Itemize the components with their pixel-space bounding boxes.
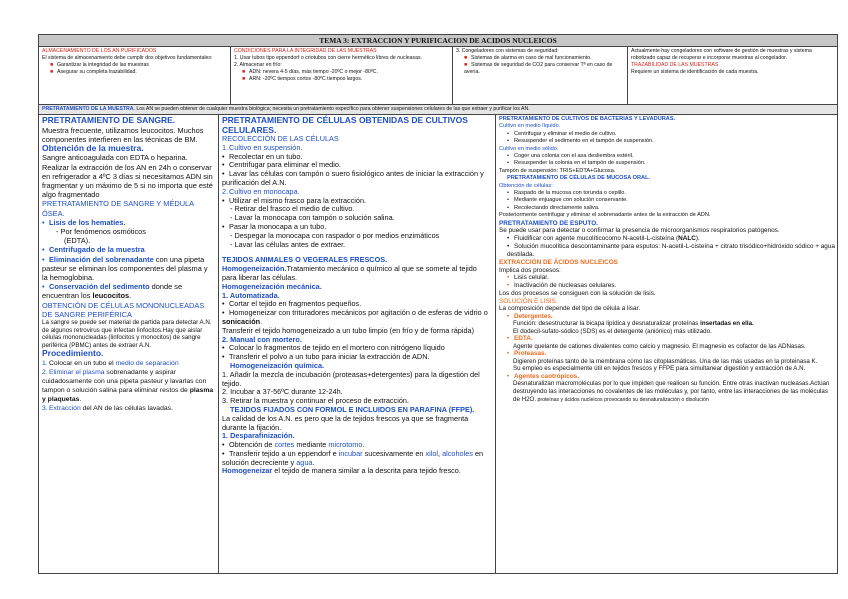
sediment-word: leucocitos xyxy=(92,291,130,301)
traceability-text-2: Requiere un sistema de identificación de cada muestra. xyxy=(631,69,759,75)
harvest-heading: RECOLECCIÓN DE LAS CÉLULAS xyxy=(222,134,339,143)
storage-bullet-1: Garantizar la integridad de las muestras xyxy=(57,62,149,68)
detergents-text: Función: desestructurar la bicapa lipídica y desnaturalizar proteínas xyxy=(513,320,701,328)
proteases-text-2: Su empleo es especialmente útil en tejidos frescos y FFPE para simultanear digestión y extracción de A.N. xyxy=(513,365,806,373)
nalc-word: NALC xyxy=(678,235,696,243)
bullet-icon: • xyxy=(42,245,45,255)
bullet-icon: • xyxy=(507,153,509,160)
traceability-cell xyxy=(628,47,839,104)
manual-step-1: Colocar lo fragmentos de tejido en el mortero con nitrógeno líquido xyxy=(229,343,445,353)
document-title: TEMA 3: EXTRACCION Y PURIFICACION DE ACIDOS NUCLEICOS xyxy=(39,35,837,47)
supernatant-text: con una pipeta pasteur se eliminan los componentes del plasma y la hemoglobina. xyxy=(42,254,208,283)
manual-step-2: Transferir el polvo a un tubo para iniciar la extracción de ADN. xyxy=(229,352,430,362)
step-2-text: sobrenadante y aspirar cuidadosamente con una pipeta pasteur y lavarlas con tampon o solución salina para eliminar restos de xyxy=(42,368,207,394)
fresh-tissue-heading: TEJIDOS ANIMALES O VEGERALES FRESCOS. xyxy=(222,255,388,265)
sputum-step-1: Fluidificar con agente mucolíticocomo N-acetil-L-cisteína ( xyxy=(514,235,679,243)
storage-text: El sistema de almacenamiento debe cumplir dos objetivos fundamentales: xyxy=(42,55,213,61)
extraction-step-1: Lisis celular. xyxy=(514,274,549,282)
suspension-step-1: Recolectar en un tubo. xyxy=(229,151,303,161)
bullet-icon: • xyxy=(507,243,510,251)
chemical-heading: Homogeneización química. xyxy=(230,360,325,370)
freezer-bullet-1: Sistemas de alarma en caso de mal funcionamiento. xyxy=(471,55,592,61)
solid-step-1: Coger una colonia con el asa desliembra estéril. xyxy=(514,153,634,160)
bullet-icon: • xyxy=(507,312,510,320)
blood-text: Muestra frecuente, utilizamos leucocitos. Muchos componentes interfieren en las técnicas de BM. xyxy=(42,125,204,144)
deparaffin-2b: incubar xyxy=(338,448,363,458)
freezer-bullet-2: Sistemas de seguridad de CO2 para conservar Tª en caso de avería. xyxy=(464,62,613,75)
integrity-bullet-2: ARN: -20ºC tiempos cortos -80ºC tiempos largos. xyxy=(249,76,363,82)
bullet-icon: ■ xyxy=(242,69,246,75)
proteases-heading: Proteasas. xyxy=(514,350,547,358)
chemical-step-2: 2. Incubar a 37-56ºC durante 12-24h. xyxy=(222,387,343,397)
freezer-item: 3. Congeladores con sistemas de seguridad: xyxy=(456,48,559,54)
pretreatment-heading: PRETRATAMIENTO DE LA MUESTRA. xyxy=(42,106,135,112)
liquid-step-1: Centrifugar y eliminar el medio de cultivo. xyxy=(514,130,617,137)
liquid-step-2: Resuspender el sedimento en el tampón de suspensión. xyxy=(514,138,654,145)
oral-step-3: Recolectando directamente saliva. xyxy=(514,204,600,211)
lysis-sub-2: (EDTA). xyxy=(64,236,91,246)
centrifuge-item: Centrifugado de la muestra xyxy=(49,245,145,255)
bullet-icon: • xyxy=(222,299,225,309)
bullet-icon: • xyxy=(507,235,510,243)
bullet-icon: • xyxy=(42,217,45,227)
monolayer-item: Cultivo en monocapa. xyxy=(229,186,300,196)
lysis-solution-heading: SOLUCIÓN E LISIS. xyxy=(499,297,558,305)
transfer-text: Transferir el tejido homogeneizado a un tubo limpio (en frío y de forma rápida) xyxy=(222,325,475,335)
integrity-cell xyxy=(231,47,453,104)
step-2-link: Eliminar el plasma xyxy=(49,368,105,376)
deparaffin-2a: Transferir tejido a un eppendorf e xyxy=(229,448,339,458)
bullet-icon: ■ xyxy=(50,62,54,68)
monolayer-step-2: Pasar la monocapa a un tubo. xyxy=(229,221,327,231)
proteases-text: Digieren proteínas tanto de la membrana como las citoplasmáticas. Una de las más usadas en la proteinasa K. xyxy=(513,357,818,365)
ffpe-heading: TEJIDOS FIJADOS CON FORMOL E INCLUIDOS EN PARAFINA (FFPE). xyxy=(230,404,475,414)
solid-heading: Cultivo en medio sólido. xyxy=(499,145,559,152)
monolayer-sub-4: - Lavar las células antes de extraer. xyxy=(230,239,346,249)
bullet-icon: • xyxy=(507,350,510,358)
monolayer-step-1: Utilizar el mismo frasco para la extracción. xyxy=(229,195,367,205)
deparaffin-2e: alcoholes xyxy=(442,448,473,458)
step-3-text: del AN de las células lavadas. xyxy=(80,404,173,412)
lysis-sub-1: - Por fenómenos osmóticos xyxy=(56,227,146,237)
pretreatment-text: Los AN se pueden obtener de cualquier muestra biológica; necesita un pretratamiento específico para obtener suspensiones celulares de las que extraer y purificar los AN. xyxy=(134,106,530,112)
bullet-icon: ■ xyxy=(464,55,468,61)
sputum-text: Se puede usar para detectar o confirmar la presencia de microorganismos respiratorios patógenos. xyxy=(499,227,780,235)
bullet-icon: • xyxy=(222,195,225,205)
oral-step-1: Raspado de la mucosa con torunda o cepillo. xyxy=(514,190,626,197)
detergents-heading: Detergentes. xyxy=(514,312,553,320)
bullet-icon: • xyxy=(222,448,225,458)
sputum-step-1-end: ). xyxy=(695,235,700,243)
sample-text: Sangre anticoagulada con EDTA o heparina. Realizar la extracción de los AN en 24h o conservar en refrigerador a 4ºC 3 días si necesitamos ADN sin fragmentar y un máximo de 5 si no importa que esté algo fragmentado xyxy=(42,153,213,200)
pbmc-text: La sangre se puede ser material de partida para detectar A.N. de algunos retrovirus que infectan linfocitos.Hay que aislar células mononucleadas (linfocitos y monocitos) de sangre periférica (PBMC) antes de extraer A.N. xyxy=(42,319,212,349)
bullet-icon: • xyxy=(222,308,225,318)
manual-heading: 2. Manual con mortero. xyxy=(222,334,302,344)
deparaffin-2c: sucesivamente en xyxy=(362,448,426,458)
buffer-text: Tampón de suspensión: TRIS+EDTA+Glucosa. xyxy=(499,167,616,174)
traceability-heading: TRAZABILIDAD DE LAS MUESTRAS xyxy=(631,62,719,68)
bullet-icon: • xyxy=(507,204,509,211)
sputum-step-2: Solución mucolítica descontaminante para esputos: N-acetil-L-cisteína + citrato trisódico+hidróxido sódico + agua destilada. xyxy=(507,243,835,259)
bullet-icon: • xyxy=(507,190,509,197)
detergents-text-2: El dodecil-sufato-sódico (SDS) es el detergente (aniónico) más utilizado. xyxy=(513,327,712,335)
bullet-icon: • xyxy=(507,282,510,290)
bullet-icon: • xyxy=(507,335,510,343)
bullet-icon: • xyxy=(507,138,509,145)
monolayer-sub-1: - Retirar del frasco el medio de cultivo. xyxy=(230,204,355,214)
edta-heading: EDTA. xyxy=(514,335,533,343)
automated-heading: 1. Automatizada. xyxy=(222,290,280,300)
document-sheet xyxy=(38,34,838,574)
deparaffin-2d: xilol xyxy=(425,448,439,458)
culture-heading: PRETRATAMIENTO DE CÉLULAS OBTENIDAS DE CULTIVOS CELULARES. xyxy=(222,115,468,135)
integrity-item-1: 1. Usar tubos tipo eppendorf o criotubos con cierre hermético libres de nucleasas. xyxy=(234,55,423,61)
oral-text: Posteriormente centrifugar y eliminar el sobrenadante antes de la extracción de ADN. xyxy=(499,212,711,219)
extraction-text-2: Los dos procesos se consiguen con la solución de lisis. xyxy=(499,289,656,297)
freezer-cell xyxy=(453,47,628,104)
automated-step-1: Cortar el tejido en fragmentos pequeños. xyxy=(229,299,362,309)
sediment-text: donde se encuentran los xyxy=(42,282,183,301)
chaotropic-text-2: proteínas y ácidos nucleicos provocando su desnaturalización o disolución xyxy=(536,396,709,403)
deparaffin-1a: Obtención de xyxy=(229,440,275,450)
integrity-heading: CONDICIONES PARA LA INTEGRIDAD DE LAS MUESTRAS xyxy=(234,48,377,54)
ffpe-text: La calidad de los A.N. es pero que la de tejidos frescos ya que se fragmenta durante la fijación. xyxy=(222,413,469,432)
sediment-item: Conservación del sedimento xyxy=(49,282,150,292)
blood-column: PRETRATAMIENTO DE SANGRE. Muestra frecuente, utilizamos leucocitos. Muchos componentes interfieren en las técnicas de BM. Obtención de la muestra. Sangre anticoagulada con EDTA o heparina. Realizar la extracción de los AN en 24h o conservar en refrigerador a 4ºC 3 días si necesitamos ADN sin fragmentar y un máximo de 5 si no importa que esté algo fragmentado PRETRATAMIENTO DE SANGRE Y MÉDULA ÓSEA. • Lisis de los hematíes. - Por fenómenos osmóticos (EDTA). • Centrifugado de la muestra • Eliminación del sobrenadante con una pipeta pasteur se eliminan los componentes del plasma y la hemoglobina. • Conservación del sedimento donde se encuentran los leucocitos. OBTENCIÓN DE CÉLULAS MONONUCLEADAS DE SANGRE PERIFÉRICA La sangre se puede ser material de partida para detectar A.N. de algunos retrovirus que infectan linfocitos.Hay que aislar células mononucleadas (linfocitos y monocitos) de sangre periférica (PBMC) antes de extraer A.N. Procedimiento. 1.Colocar en un tubo el medio de separación 2.Eliminar el plasma sobrenadante y aspirar cuidadosamente con una pipeta pasteur y lavarlas con tampon o solución salina para eliminar restos de plasma y plaquetas. 3.Extracción del AN de las células lavadas. xyxy=(39,115,219,573)
step-number-1: 1. xyxy=(42,359,48,367)
extraction-text: Implica dos procesos: xyxy=(499,266,561,274)
edta-text: Agente quelante de cationes divalentes como calcio y magnesio. El magnesio es cofactor de las ADNasas. xyxy=(513,342,806,350)
procedure-heading: Procedimiento. xyxy=(42,348,104,359)
suspension-item: Cultivo en suspensión. xyxy=(229,142,303,152)
chaotropic-text: Desnaturalizan macromoléculas por lo que impiden que realicen su función. Entre otras inactivan nucleasas.Actúan destruyendo las interacciones no covalentes de las moléculas y, por tanto, entre las interacciones de las moléculas de H2O. xyxy=(513,380,830,403)
step-number-3: 3. xyxy=(42,404,48,412)
deparaffin-heading: 1. Desparafinización. xyxy=(222,431,295,441)
bullet-icon: ■ xyxy=(50,69,54,75)
storage-heading: ALMACENAMIENTO DE LOS AN PURIFICADOS xyxy=(42,48,157,54)
bullet-icon: • xyxy=(222,221,225,231)
pbmc-heading: OBTENCIÓN DE CÉLULAS MONONUCLEADAS DE SANGRE PERIFÉRICA xyxy=(42,300,205,319)
deparaffin-3b: el tejido de manera similar a la descrita para tejido fresco. xyxy=(272,466,461,476)
chemical-step-3: 3. Retirar la muestra y continuar el proceso de extracción. xyxy=(222,396,409,406)
number-1: 1. xyxy=(222,142,229,152)
oral-sub-heading: Obtención de células: xyxy=(499,182,553,189)
storage-row xyxy=(39,47,837,105)
bullet-icon: • xyxy=(507,274,510,282)
sputum-heading: PRETRATAMIENTO DE ESPUTO. xyxy=(499,219,598,227)
deparaffin-1d: microtomo xyxy=(328,440,363,450)
homogenization-text: Tratamiento mecánico o químico al que se somete al tejido para liberar las células. xyxy=(222,264,477,282)
mechanical-heading: Homogeneización mecánica. xyxy=(222,281,322,291)
automated-step-2: Homogeneizar con trituradores mecánicos por agitación o de esferas de vidrio o xyxy=(229,308,488,318)
bullet-icon: • xyxy=(222,160,225,170)
bullet-icon: ■ xyxy=(242,76,246,82)
step-2-emph: plasma y plaquetas xyxy=(42,386,214,403)
suspension-step-3: Lavar las células con tampón o suero fisiológico antes de iniciar la extracción y purificación del A.N. xyxy=(222,169,484,187)
extraction-heading: EXTRACCIÓN DE ÁCIDOS NUCLEICOS xyxy=(499,259,618,267)
sonication-word: sonicación xyxy=(222,316,261,326)
bullet-icon: • xyxy=(507,160,509,167)
bullet-icon: • xyxy=(222,352,225,362)
integrity-bullet-1: ADN: nevera 4-5 días, más tiempo -20ºC o mejor -80ºC. xyxy=(249,69,378,75)
bullet-icon: • xyxy=(222,169,225,179)
integrity-item-2: 2. Almacenar en frío: xyxy=(234,62,282,68)
storage-bullet-2: Asegurar su completa trazabilidad. xyxy=(57,69,137,75)
supernatant-item: Eliminación del sobrenadante xyxy=(49,254,154,264)
oral-step-2: Mediante enjuague con solución conservante. xyxy=(514,197,628,204)
step-number-2: 2. xyxy=(42,368,48,376)
bacteria-heading: PRETRATAMIENTO DE CULTIVOS DE BACTERIAS Y LEVADURAS. xyxy=(499,116,676,122)
bullet-icon: ■ xyxy=(464,62,468,68)
step-3-link: Extracción xyxy=(49,404,81,412)
liquid-heading: Cultivo en medio líquido. xyxy=(499,123,561,130)
traceability-text: Actualmente hay congeladores con software de gestión de muestras y sistema robotizado capaz de recuperar e incorporar muestras al congelador. xyxy=(631,48,812,61)
deparaffin-1b: cortes xyxy=(274,440,295,450)
deparaffin-2f: en solución decreciente y xyxy=(222,448,484,467)
extraction-step-2: Inactivación de nucleasas celulares. xyxy=(514,282,617,290)
bullet-icon: • xyxy=(222,440,225,450)
storage-cell xyxy=(39,47,231,104)
monolayer-sub-3: - Despegar la monocapa con raspador o por medios enzimáticos xyxy=(230,230,440,240)
bullet-icon: • xyxy=(42,282,45,292)
step-1-text: Colocar en un tubo el xyxy=(49,359,116,367)
bullet-icon: • xyxy=(222,151,225,161)
solid-step-2: Resuspender la colonia en el tampón de suspensión. xyxy=(514,160,646,167)
oral-heading: PRETRATAMIENTO DE CÉLULAS DE MUCOSA ORAL. xyxy=(507,175,651,182)
bullet-icon: • xyxy=(42,254,45,264)
bullet-icon: • xyxy=(222,343,225,353)
detergents-emph: insertadas en ella. xyxy=(700,320,754,328)
homogenization-label: Homogeneización. xyxy=(222,264,287,274)
deparaffin-2g: agua xyxy=(296,457,313,467)
chaotropic-heading: Agentes caotrópicos. xyxy=(514,373,579,381)
step-1-link: medio de separación xyxy=(115,359,179,367)
lysis-item: Lisis de los hematíes. xyxy=(49,217,126,227)
bullet-icon: • xyxy=(507,197,509,204)
suspension-step-2: Centrifugar para eliminar el medio. xyxy=(229,160,341,170)
lysis-solution-text: La composición depende del tipo de célula a lisar. xyxy=(499,305,641,313)
deparaffin-1c: mediante xyxy=(294,440,329,450)
number-2: 2. xyxy=(222,186,229,196)
deparaffin-3a: Homogeneizar xyxy=(222,466,273,476)
culture-column: PRETRATAMIENTO DE CÉLULAS OBTENIDAS DE CULTIVOS CELULARES. RECOLECCIÓN DE LAS CÉLULAS 1.Cultivo en suspensión. • Recolectar en un tubo. • Centrifugar para eliminar el medio. • Lavar las células con tampón o suero fisiológico antes de iniciar la extracción y purificación del A.N. 2.Cultivo en monocapa. • Utilizar el mismo frasco para la extracción. - Retirar del frasco el medio de cultivo. - Lavar la monocapa con tampón o solución salina. • Pasar la monocapa a un tubo. - Despegar la monocapa con raspador o por medios enzimáticos - Lavar las células antes de extraer. TEJIDOS ANIMALES O VEGERALES FRESCOS. Homogeneización.Tratamiento mecánico o químico al que se somete al tejido para liberar las células. Homogeneización mecánica. 1. Automatizada. • Cortar el tejido en fragmentos pequeños. • Homogeneizar con trituradores mecánicos por agitación o de esferas de vidrio o sonicación. Transferir el tejido homogeneizado a un tubo limpio (en frío y de forma rápida) 2. Manual con mortero. • Colocar lo fragmentos de tejido en el mortero con nitrógeno líquido • Transferir el polvo a un tubo para iniciar la extracción de ADN. Homogeneización química. 1. Añadir la mezcla de incubación (proteasas+detergentes) para la digestión del tejido. 2. Incubar a 37-56ºC durante 12-24h. 3. Retirar la muestra y continuar el proceso de extracción. TEJIDOS FIJADOS CON FORMOL E INCLUIDOS EN PARAFINA (FFPE). La calidad de los A.N. es pero que la de tejidos frescos ya que se fragmenta durante la fijación. 1. Desparafinización. • Obtención de cortes mediante microtomo. • Transferir tejido a un eppendorf e incubar sucesivamente en xilol, alcoholes en solución decreciente y agua. Homogeneizar el tejido de manera similar a la descrita para tejido fresco. xyxy=(219,115,496,573)
marrow-heading: PRETRATAMIENTO DE SANGRE Y MÉDULA ÓSEA. xyxy=(42,199,194,218)
bullet-icon: • xyxy=(507,373,510,381)
bullet-icon: • xyxy=(507,130,509,137)
monolayer-sub-2: - Lavar la monocapa con tampón o solución salina. xyxy=(230,213,395,223)
pretreatment-strip xyxy=(39,105,837,115)
sample-heading: Obtención de la muestra. xyxy=(42,142,144,153)
blood-heading: PRETRATAMIENTO DE SANGRE. xyxy=(42,115,176,125)
chemical-step-1: 1. Añadir la mezcla de incubación (proteasas+detergentes) para la digestión del tejido. xyxy=(222,369,480,388)
extraction-column xyxy=(496,115,839,573)
